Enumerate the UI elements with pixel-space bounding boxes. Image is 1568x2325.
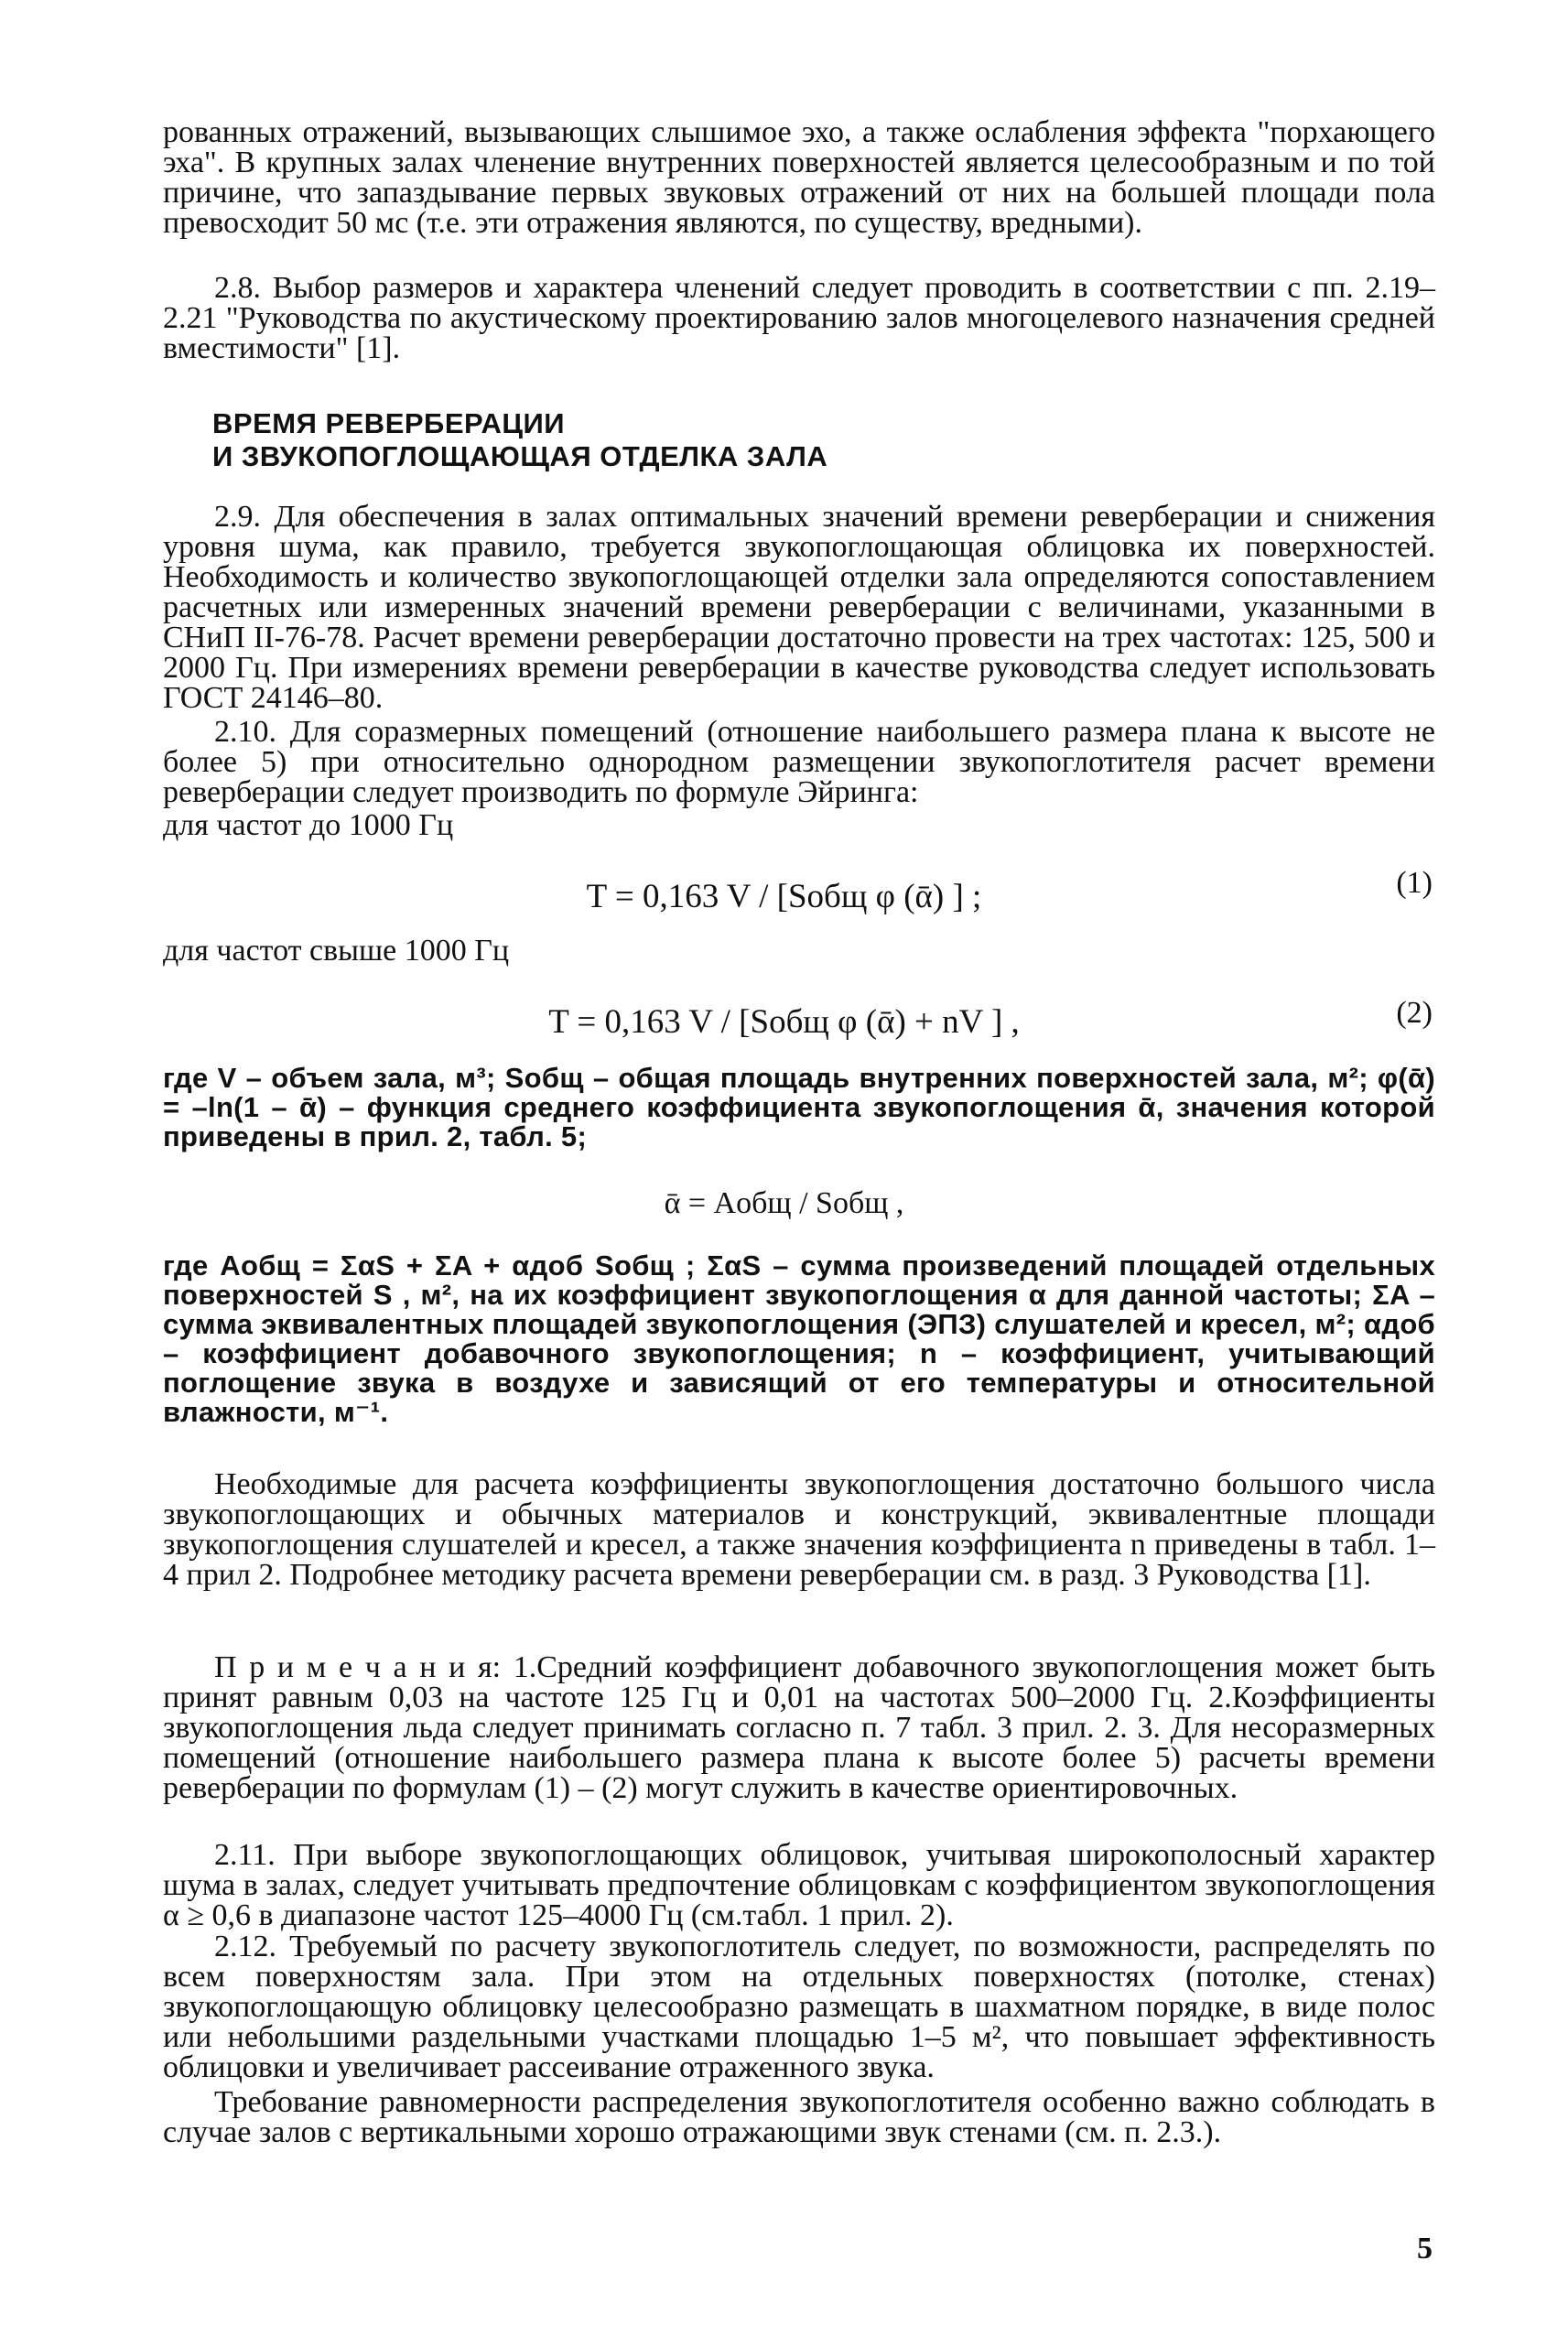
label-low-frequencies: для частот до 1000 Гц [163, 808, 454, 842]
formula-3: ᾱ = Aобщ / Sобщ , [664, 1186, 904, 1220]
notes-paragraph [163, 1652, 1435, 1803]
paragraph-intro: рованных отражений, вызывающих слышимое эхо, а также ослабления эффекта "порхающего эха". В крупных залах членение внутренних поверхностей является целесообразным и по той причине, что запаздывание первых звуковых отражений от них на большей площади пола превосходит 50 мс (т.е. эти отражения являются, по существу, вредными). [163, 115, 1435, 240]
equation-number-2: (2) [1396, 996, 1433, 1030]
variables-definition-2: где Aобщ = ΣαS + ΣA + αдоб Sобщ ; ΣαS – сумма произведений площадей отдельных поверхностей S , м², на их коэффициент звукопоглощения α для данной частоты; ΣA – сумма эквивалентных площадей звукопоглощения (ЭПЗ) слушателей и кресел, м²; αдоб – коэффициент добавочного звукопоглощения; n – коэффициент, учитывающий поглощение звука в воздухе и зависящий от его температуры и относительной влажности, м⁻¹. [163, 1249, 1435, 1428]
paragraph-2-9: 2.9. Для обеспечения в залах оптимальных значений времени реверберации и снижения уровня шума, как правило, требуется звукопоглощающая облицовка их поверхностей. Необходимость и количество звукопоглощающей отделки зала определяются сопоставлением расчетных или измеренных значений времени реверберации с величинами, указанными в СНиП II-76-78. Расчет времени реверберации достаточно провести на трех частотах: 125, 500 и 2000 Гц. При измерениях времени реверберации в качестве руководства следует использовать ГОСТ 24146–80. [163, 500, 1435, 715]
paragraph-coefficients: Необходимые для расчета коэффициенты звукопоглощения достаточно большого числа звукопоглощающих и обычных материалов и конструкций, эквивалентные площади звукопоглощения слушателей и кресел, а также значения коэффициента n приведены в табл. 1–4 прил 2. Подробнее методику расчета времени реверберации см. в разд. 3 Руководства [1]. [163, 1467, 1435, 1592]
notes-label: П р и м е ч а н и я: [214, 1650, 502, 1684]
formula-2: T = 0,163 V / [Sобщ φ (ᾱ) + nV ] , [548, 1003, 1020, 1041]
label-high-frequencies: для частот свыше 1000 Гц [163, 934, 510, 968]
paragraph-uniform-distribution: Требование равномерности распределения звукопоглотителя особенно важно соблюдать в случае залов с вертикальными хорошо отражающими звук стенами (см. п. 2.3.). [163, 2085, 1435, 2149]
section-heading-line1: ВРЕМЯ РЕВЕРБЕРАЦИИ [212, 407, 566, 439]
paragraph-2-12: 2.12. Требуемый по расчету звукопоглотитель следует, по возможности, распределять по всем поверхностям зала. При этом на отдельных поверхностях (потолке, стенах) звукопоглощающую облицовку целесообразно размещать в шахматном порядке, в виде полос или небольшими раздельными участками площадью 1–5 м², что повышает эффективность облицовки и увеличивает рассеивание отраженного звука. [163, 1930, 1435, 2084]
notes-text: 1.Средний коэффициент добавочного звукопоглощения может быть принят равным 0,03 на частоте 125 Гц и 0,01 на частотах 500–2000 Гц. 2.Коэффициенты звукопоглощения льда следует принимать согласно п. 7 табл. 3 прил. 2. 3. Для несоразмерных помещений (отношение наибольшего размера плана к высоте более 5) расчеты времени реверберации по формулам (1) – (2) могут служить в качестве ориентировочных. [163, 1650, 1435, 1805]
formula-1: T = 0,163 V / [Sобщ φ (ᾱ) ] ; [586, 878, 982, 915]
paragraph-2-8: 2.8. Выбор размеров и характера членений следует проводить в соответствии с пп. 2.19–2.21 "Руководства по акустическому проектированию залов многоцелевого назначения средней вместимости" [1]. [163, 271, 1435, 365]
equation-number-1: (1) [1396, 866, 1433, 900]
paragraph-2-11: 2.11. При выборе звукопоглощающих облицовок, учитывая широкополосный характер шума в залах, следует учитывать предпочтение облицовкам с коэффициентом звукопоглощения α ≥ 0,6 в диапазоне частот 125–4000 Гц (см.табл. 1 прил. 2). [163, 1838, 1435, 1932]
paragraph-2-10: 2.10. Для соразмерных помещений (отношение наибольшего размера плана к высоте не более 5) при относительно однородном размещении звукопоглотителя расчет времени реверберации следует производить по формуле Эйринга: [163, 715, 1435, 809]
page-number: 5 [1417, 2232, 1433, 2266]
variables-definition-1: где V – объем зала, м³; Sобщ – общая площадь внутренних поверхностей зала, м²; φ(ᾱ) = –ln(1 – ᾱ) – функция среднего коэффициента звукопоглощения ᾱ, значения которой приведены в прил. 2, табл. 5; [163, 1062, 1435, 1152]
section-heading-line2: И ЗВУКОПОГЛОЩАЮЩАЯ ОТДЕЛКА ЗАЛА [212, 440, 828, 472]
